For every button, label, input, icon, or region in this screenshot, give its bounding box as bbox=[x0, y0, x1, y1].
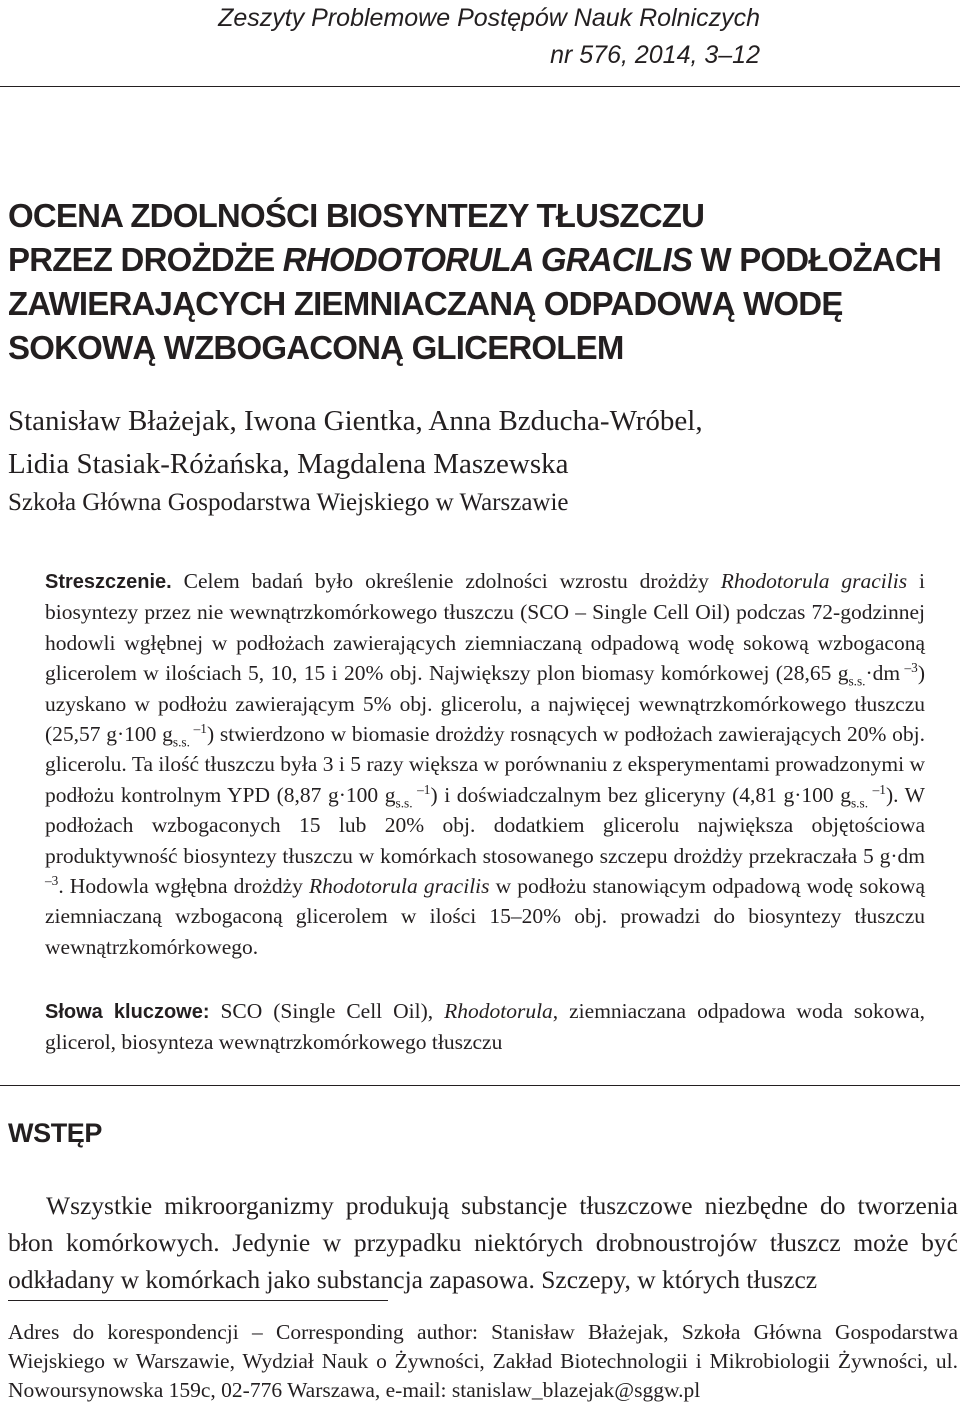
species-name: Rhodotorula gracilis bbox=[309, 874, 490, 899]
abstract-label: Streszczenie. bbox=[45, 571, 172, 593]
superscript: –3 bbox=[900, 660, 918, 676]
species-name: Rhodotorula gracilis bbox=[720, 569, 908, 593]
abstract-text: ). W podłożach wzbogaconych 15 lub 20% obj. dodatkiem glicerolu największa objętościowa produktywność biosyntezy tłuszczu w komórkach stosowanego szczepu drożdży przekraczała 5 g·dm bbox=[45, 782, 925, 868]
title-line-3: ZAWIERAJĄCYCH ZIEMNIACZANĄ ODPADOWĄ WODĘ bbox=[8, 285, 843, 322]
abstract-text: w podłożu stanowiącym odpadową wodę sokową ziemniaczaną wzbogaconą glicerolem w ilości 15–20% obj. prowadzi do biosyntezy tłuszczu wewnątrzkomórkowego. bbox=[45, 874, 925, 959]
abstract-text: Celem badań było określenie zdolności wzrostu drożdży bbox=[171, 569, 721, 593]
section-rule bbox=[0, 1085, 960, 1086]
title-line-4: SOKOWĄ WZBOGACONĄ GLICEROLEM bbox=[8, 329, 624, 366]
keywords-label: Słowa kluczowe: bbox=[45, 1001, 210, 1023]
footnote-rule bbox=[8, 1300, 388, 1301]
journal-header bbox=[218, 0, 760, 74]
article-title bbox=[8, 194, 958, 370]
intro-paragraph: Wszystkie mikroorganizmy produkują substancje tłuszczowe niezbędne do tworzenia błon komórkowych. Jedynie w przypadku niektórych drobnoustrojów tłuszcz może być odkładany w komórkach jako substancja zapasowa. Szczepy, w których tłuszcz bbox=[8, 1191, 958, 1294]
title-line-2-pre: PRZEZ DROŻDŻE bbox=[8, 241, 283, 278]
abstract-text: . Hodowla wgłębna drożdży bbox=[58, 874, 310, 899]
subscript-ss: s.s. bbox=[172, 734, 190, 750]
title-line-2-post: W PODŁOŻACH bbox=[692, 241, 941, 278]
affiliation: Szkoła Główna Gospodarstwa Wiejskiego w Warszawie bbox=[8, 489, 569, 516]
superscript: –3 bbox=[45, 872, 59, 888]
subscript-ss: s.s. bbox=[851, 795, 869, 811]
keywords bbox=[45, 996, 925, 1058]
subscript-ss: s.s. bbox=[848, 673, 866, 689]
keywords-text: , ziemniaczana odpadowa woda sokowa, glicerol, biosynteza wewnątrzkomórkowego tłuszczu bbox=[45, 999, 925, 1055]
subscript-ss: s.s. bbox=[395, 795, 413, 811]
abstract-text: ) uzyskano w podłożu zawierającym 5% obj. glicerolu, a najwięcej wewnątrzkomórkowego tłuszczu (25,57 g·100 g bbox=[45, 661, 925, 747]
superscript: –1 bbox=[412, 781, 431, 797]
authors-line-1: Stanisław Błażejak, Iwona Gientka, Anna Bzducha-Wróbel, bbox=[8, 405, 703, 437]
authors-line-2: Lidia Stasiak-Różańska, Magdalena Maszewska bbox=[8, 448, 569, 480]
superscript: –1 bbox=[868, 781, 886, 797]
abstract-text: i biosyntezy przez nie wewnątrzkomórkowego tłuszczu (SCO – Single Cell Oil) podczas 72-godzinnej hodowli wgłębnej w podłożach zawierających ziemniaczaną odpadową wodę sokową wzbogaconą glicerolem w ilościach 5, 10, 15 i 20% obj. Największy plon biomasy komórkowej (28,65 g bbox=[45, 569, 925, 686]
title-species: RHODOTORULA GRACILIS bbox=[282, 241, 693, 278]
section-heading: WSTĘP bbox=[8, 1118, 103, 1148]
journal-name: Zeszyty Problemowe Postępów Nauk Rolniczych bbox=[218, 4, 760, 32]
abstract-text: ) i doświadczalnym bez gliceryny (4,81 g·100 g bbox=[430, 782, 851, 807]
journal-issue: nr 576, 2014, 3–12 bbox=[550, 41, 760, 69]
authors bbox=[8, 400, 703, 486]
abstract-text: ) stwierdzono w biomasie drożdży rosnących w podłożach zawierających 20% obj. glicerolu. Ta ilość tłuszczu była 3 i 5 razy większa w porównaniu z eksperymentami prowadzonymi w podłożu kontrolnym YPD (8,87 g·100 g bbox=[45, 722, 925, 807]
superscript: –1 bbox=[189, 720, 207, 736]
header-rule bbox=[0, 86, 960, 87]
abstract bbox=[45, 566, 925, 962]
abstract-text: ·dm bbox=[865, 661, 901, 686]
keywords-text: SCO (Single Cell Oil), bbox=[209, 999, 445, 1023]
title-line-1: OCENA ZDOLNOŚCI BIOSYNTEZY TŁUSZCZU bbox=[8, 197, 705, 234]
keywords-species: Rhodotorula bbox=[444, 999, 553, 1023]
footnote: Adres do korespondencji – Corresponding author: Stanisław Błażejak, Szkoła Główna Gospodarstwa Wiejskiego w Warszawie, Wydział Nauk o Żywności, Zakład Biotechnologii i Mikrobiologii Żywności, ul. Nowoursynowska 159c, 02-776 Warszawa, e-mail: stanislaw_blazejak@sggw.pl bbox=[8, 1320, 958, 1402]
